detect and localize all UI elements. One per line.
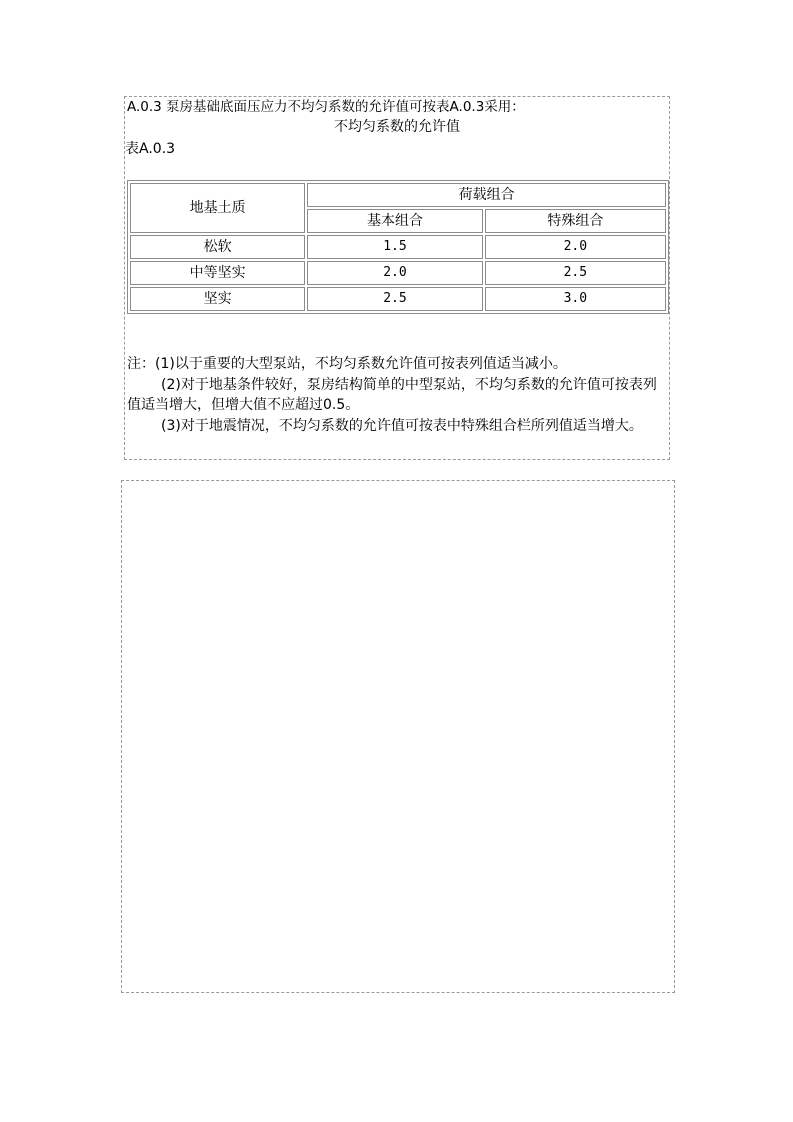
header-load-group: 荷载组合: [307, 183, 666, 207]
special-value-cell: 2.5: [485, 261, 666, 285]
allowable-values-table: [127, 180, 669, 314]
note-3: (3)对于地震情况，不均匀系数的允许值可按表中特殊组合栏所列值适当增大。: [161, 417, 643, 434]
clause-frame: [124, 96, 670, 460]
soil-cell: 坚实: [130, 287, 305, 311]
soil-cell: 松软: [130, 235, 305, 259]
soil-cell: 中等坚实: [130, 261, 305, 285]
basic-value-cell: 2.5: [307, 287, 482, 311]
header-basic: 基本组合: [307, 209, 482, 233]
basic-value-cell: 1.5: [307, 235, 482, 259]
table-label: 表A.0.3: [125, 141, 176, 157]
basic-value-cell: 2.0: [307, 261, 482, 285]
notes-block: [127, 354, 667, 436]
table-caption: 不均匀系数的允许值: [334, 119, 460, 135]
header-soil: 地基土质: [130, 183, 305, 233]
table-row: [130, 261, 666, 285]
header-special: 特殊组合: [485, 209, 666, 233]
table-row: [130, 235, 666, 259]
clause-heading: A.0.3 泵房基础底面压应力不均匀系数的允许值可按表A.0.3采用：: [127, 99, 525, 115]
empty-frame: [121, 480, 675, 993]
table-row: [130, 287, 666, 311]
special-value-cell: 2.0: [485, 235, 666, 259]
note-2: (2)对于地基条件较好，泵房结构简单的中型泵站，不均匀系数的允许值可按表列值适当增大，但增大值不应超过0.5。: [127, 376, 657, 413]
special-value-cell: 3.0: [485, 287, 666, 311]
table-header-row: [130, 183, 666, 207]
note-1: 注：(1)以于重要的大型泵站，不均匀系数允许值可按表列值适当减小。: [127, 356, 567, 372]
